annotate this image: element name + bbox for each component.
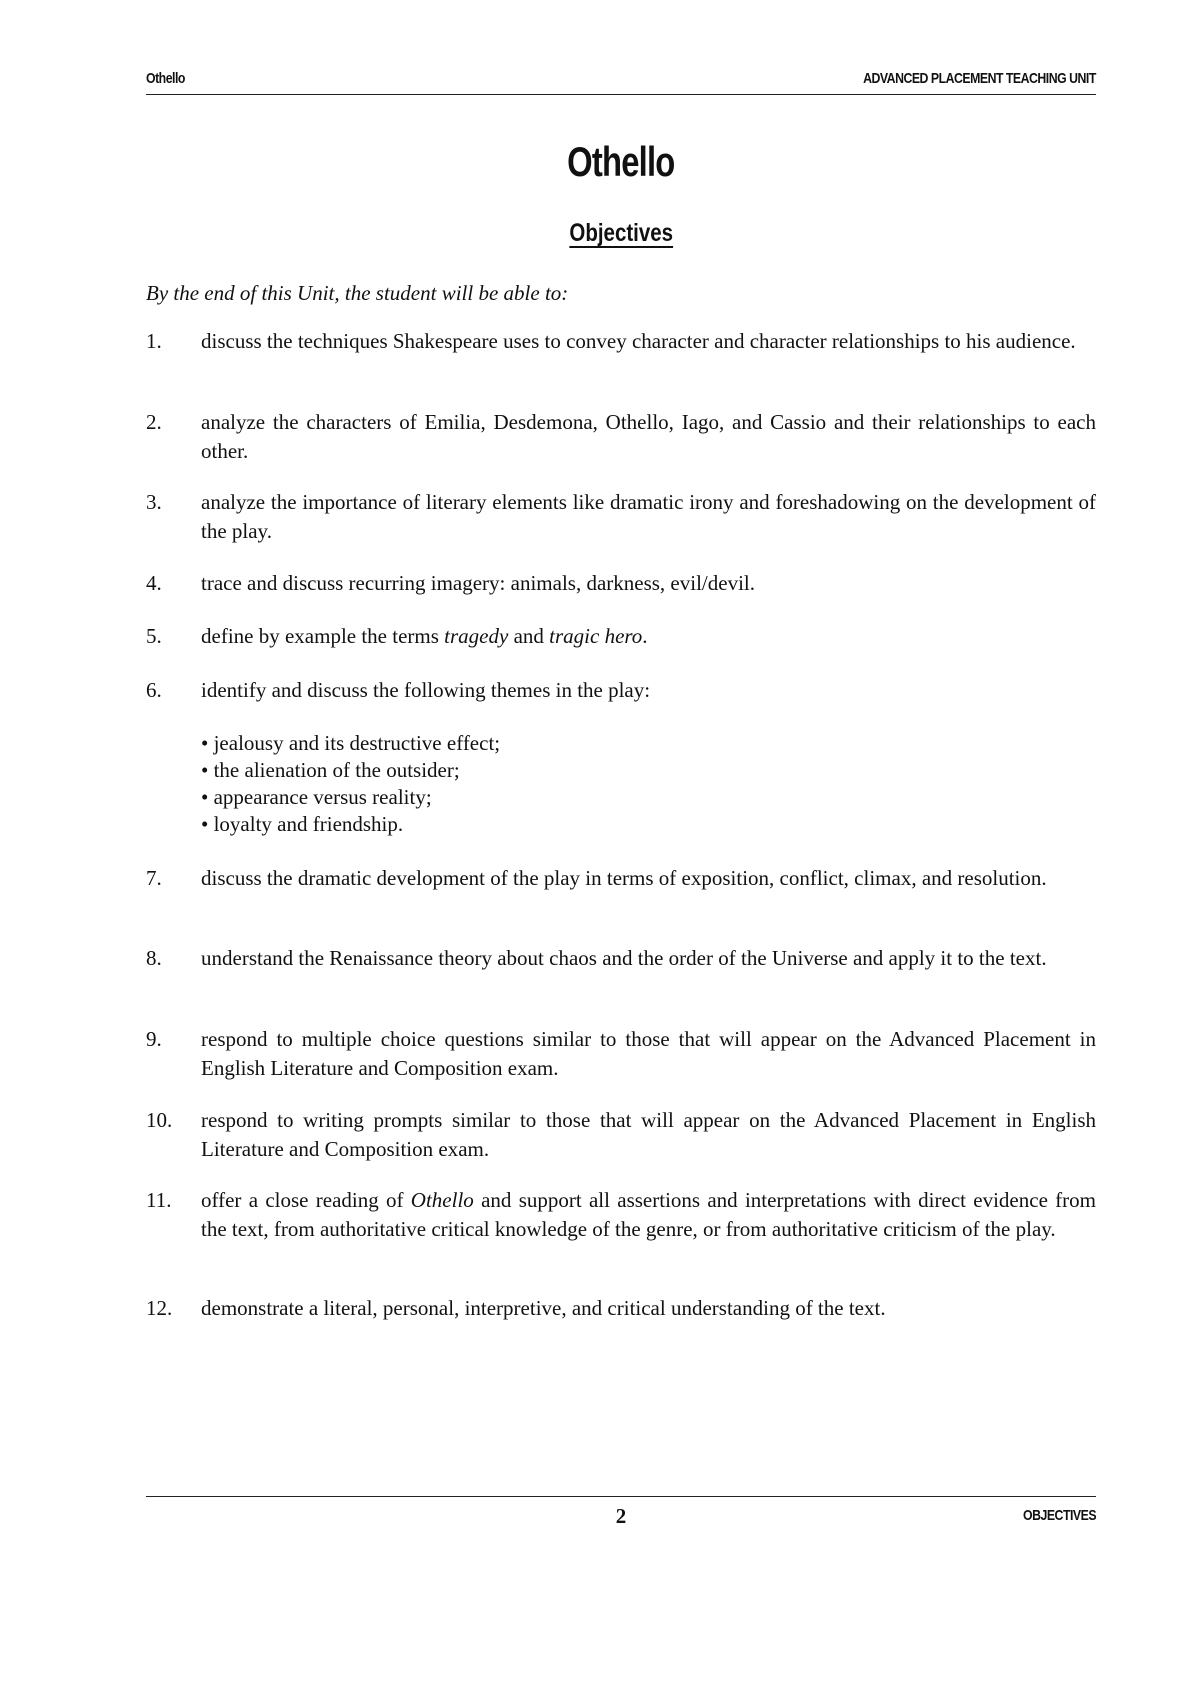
intro-text: By the end of this Unit, the student will be able to: <box>146 281 569 305</box>
header-right-title: ADVANCED PLACEMENT TEACHING UNIT <box>863 70 1096 87</box>
page-title <box>146 138 1096 186</box>
objective-text: identify and discuss the following themes in the play: <box>201 678 651 702</box>
text-segment: offer a close reading of <box>201 1188 411 1212</box>
italic-term: tragedy <box>444 624 509 648</box>
objective-number: 10. <box>146 1108 173 1132</box>
text-segment: . <box>642 624 648 648</box>
theme-bullet: • jealousy and its destructive effect; <box>201 731 501 755</box>
theme-bullet: • appearance versus reality; <box>201 785 432 809</box>
section-heading-text: Objectives <box>569 219 673 247</box>
objective-number: 12. <box>146 1296 173 1320</box>
section-heading <box>146 219 1096 248</box>
document-page <box>146 0 1096 1696</box>
italic-term: tragic hero <box>549 624 643 648</box>
objective-number: 3. <box>146 490 162 514</box>
objective-text: discuss the dramatic development of the play in terms of exposition, conflict, climax, and resolution. <box>201 866 1047 890</box>
theme-bullet: • loyalty and friendship. <box>201 812 404 836</box>
objective-number: 9. <box>146 1027 162 1051</box>
objective-number: 4. <box>146 571 162 595</box>
objective-text: demonstrate a literal, personal, interpretive, and critical understanding of the text. <box>201 1296 886 1320</box>
page-title-text: Othello <box>567 138 675 185</box>
header-left-title: Othello <box>146 70 185 87</box>
objective-text: respond to writing prompts similar to those that will appear on the Advanced Placement in English Literature and Composition exam. <box>201 1108 1096 1161</box>
italic-term: Othello <box>410 1188 474 1212</box>
text-segment: and support all assertions and interpretations with direct evidence from the text, from authoritative critical knowledge of the genre, or from authoritative criticism of the play. <box>201 1188 1096 1241</box>
objective-number: 2. <box>146 410 162 434</box>
objective-number: 7. <box>146 866 162 890</box>
objective-text: understand the Renaissance theory about chaos and the order of the Universe and apply it to the text. <box>201 946 1047 970</box>
page-header <box>146 70 1096 95</box>
objective-number: 11. <box>146 1188 172 1212</box>
objective-text: discuss the techniques Shakespeare uses to convey character and character relationships to his audience. <box>201 329 1076 353</box>
objective-text: analyze the importance of literary elements like dramatic irony and foreshadowing on the development of the play. <box>201 490 1096 543</box>
theme-bullet: • the alienation of the outsider; <box>201 758 460 782</box>
text-segment: define by example the terms <box>201 624 445 648</box>
objective-number: 5. <box>146 624 162 648</box>
page-number: 2 <box>615 1504 627 1528</box>
objective-text: analyze the characters of Emilia, Desdemona, Othello, Iago, and Cassio and their relationships to each other. <box>201 410 1096 463</box>
text-segment: and <box>508 624 550 648</box>
objective-text <box>201 622 1096 651</box>
footer-section-label: OBJECTIVES <box>1022 1507 1096 1524</box>
objective-number: 6. <box>146 678 162 702</box>
objective-text <box>201 1186 1096 1244</box>
objective-number: 1. <box>146 329 162 353</box>
footer-rule <box>146 1496 1096 1497</box>
objective-text: trace and discuss recurring imagery: animals, darkness, evil/devil. <box>201 571 755 595</box>
objective-text: respond to multiple choice questions similar to those that will appear on the Advanced Placement in English Literature and Composition exam. <box>201 1027 1096 1080</box>
objective-number: 8. <box>146 946 162 970</box>
